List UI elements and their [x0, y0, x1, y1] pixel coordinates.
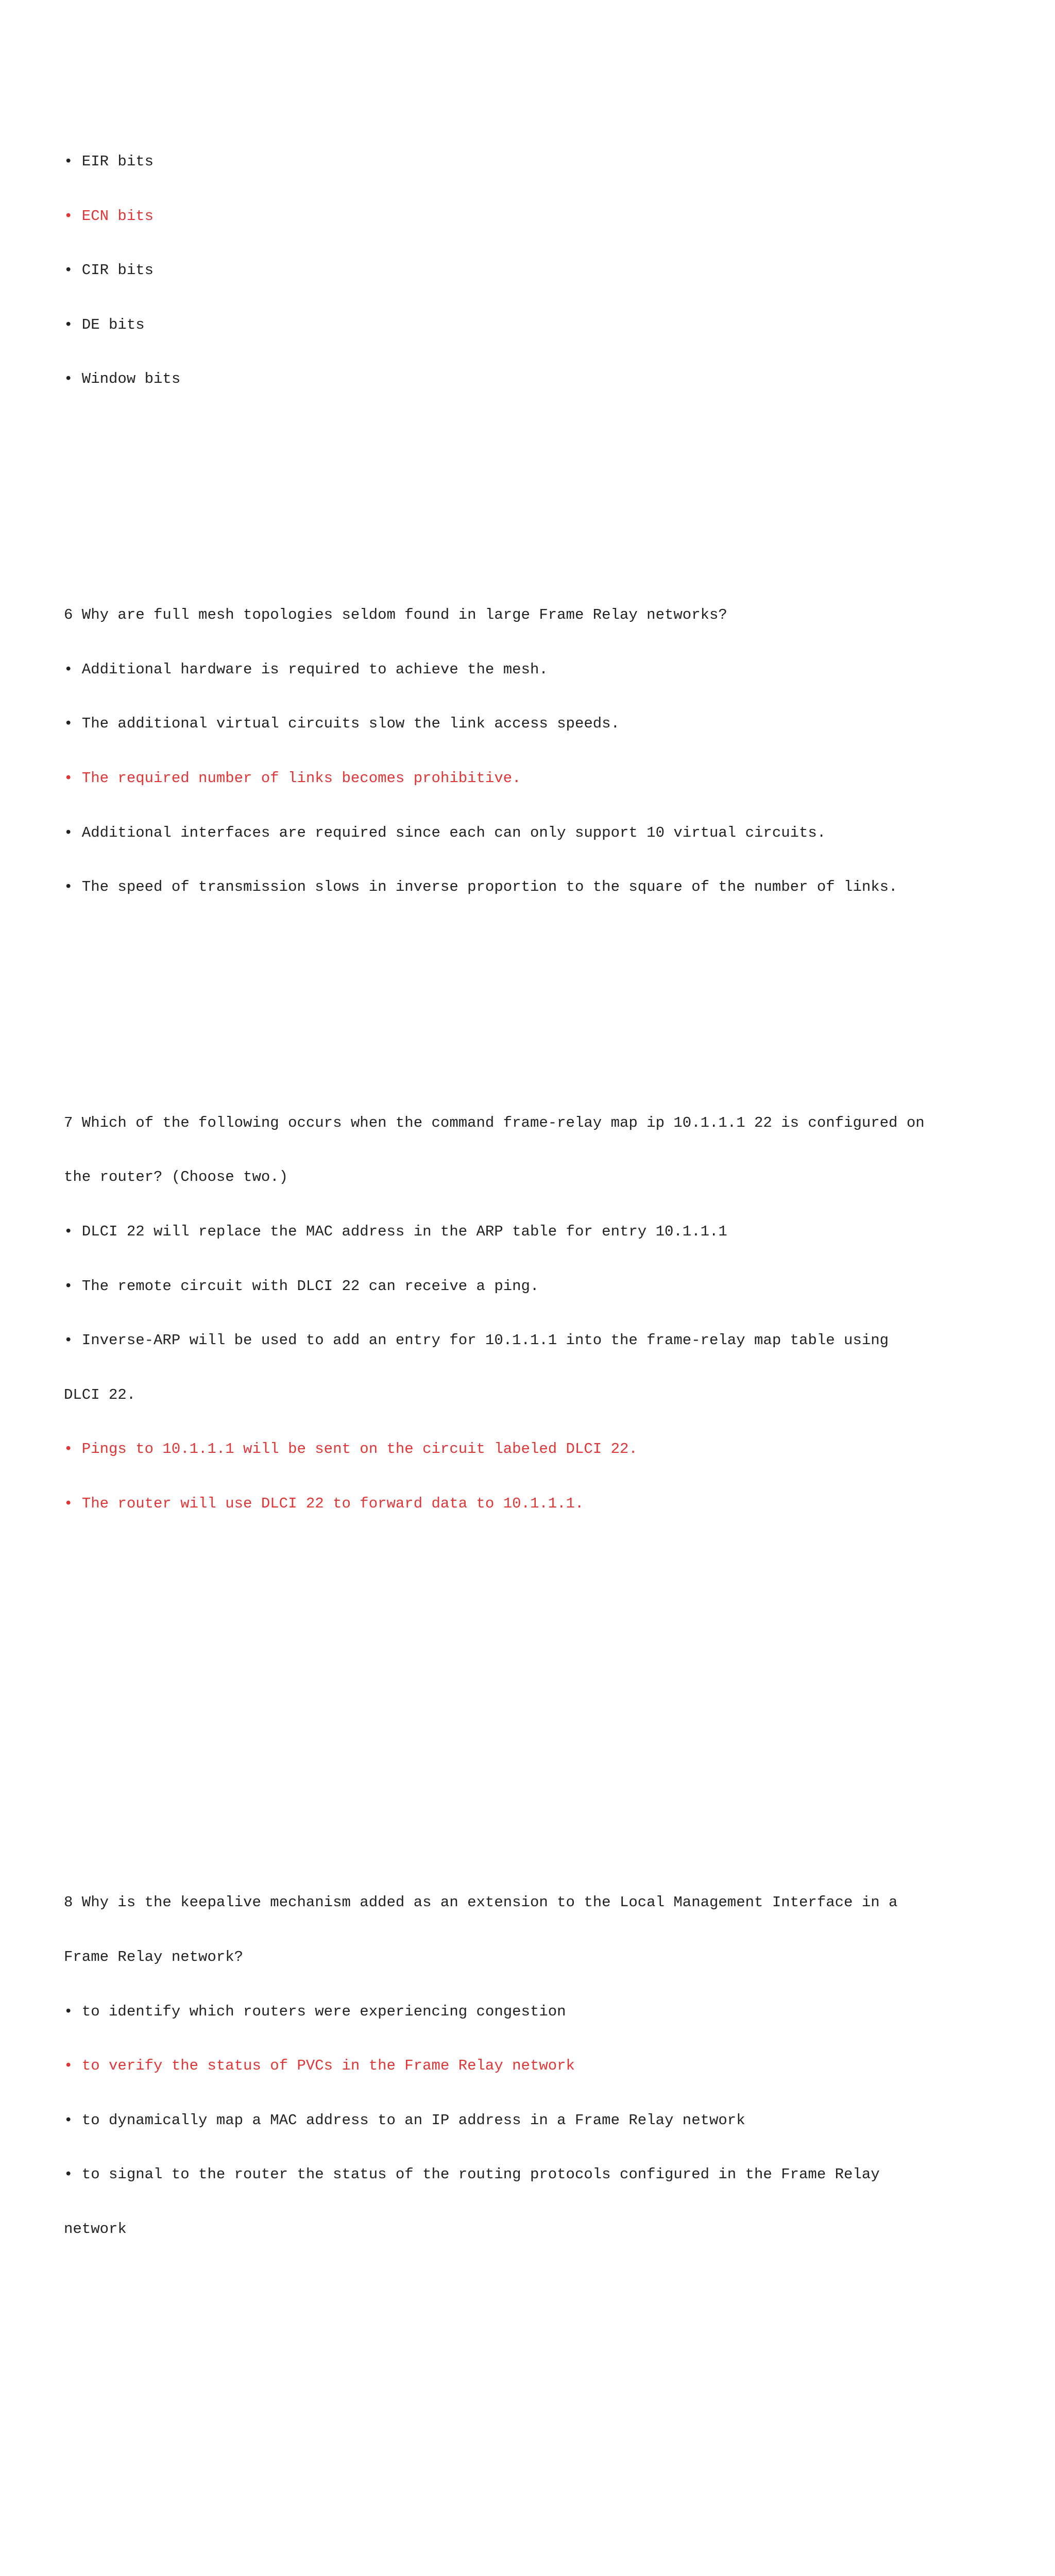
option-line: • DLCI 22 will replace the MAC address in the ARP table for entry 10.1.1.1 [64, 1223, 727, 1240]
option-line: network [64, 2221, 127, 2238]
blank-line [64, 2329, 991, 2347]
question-prompt: Frame Relay network? [64, 1948, 244, 1966]
option-line: • Inverse-ARP will be used to add an entry for 10.1.1.1 into the frame-relay map table using [64, 1332, 889, 1349]
question-prompt: 6 Why are full mesh topologies seldom found in large Frame Relay networks? [64, 606, 727, 624]
blank-line [64, 2383, 991, 2401]
blank-line [64, 987, 991, 1005]
blank-line [64, 1658, 991, 1676]
option-line: • CIR bits [64, 262, 154, 279]
question-8-block [64, 1857, 991, 2275]
document-page [64, 62, 991, 2576]
question-6-block [64, 570, 991, 933]
blank-line [64, 2437, 991, 2455]
correct-option-line: • The required number of links becomes prohibitive. [64, 769, 521, 787]
option-line: DLCI 22. [64, 1386, 136, 1403]
correct-option-line: • to verify the status of PVCs in the Frame Relay network [64, 2057, 575, 2075]
option-line: • Additional interfaces are required since each can only support 10 virtual circuits. [64, 824, 826, 841]
option-line: • The remote circuit with DLCI 22 can receive a ping. [64, 1277, 539, 1295]
blank-line [64, 2492, 991, 2510]
option-line: • to identify which routers were experiencing congestion [64, 2003, 566, 2020]
question-5-block [64, 116, 991, 425]
question-prompt: 8 Why is the keepalive mechanism added as an extension to the Local Management Interface in a [64, 1894, 898, 1911]
blank-line [64, 1712, 991, 1730]
blank-line [64, 479, 991, 497]
option-line: • DE bits [64, 316, 145, 333]
option-line: • EIR bits [64, 153, 154, 171]
blank-line [64, 1767, 991, 1785]
correct-option-line: • The router will use DLCI 22 to forward data to 10.1.1.1. [64, 1495, 584, 1513]
option-line: • Window bits [64, 370, 181, 388]
question-prompt: 7 Which of the following occurs when the command frame-relay map ip 10.1.1.1 22 is configured on [64, 1114, 925, 1131]
question-7-block [64, 1077, 991, 1549]
option-line: • to dynamically map a MAC address to an IP address in a Frame Relay network [64, 2111, 745, 2129]
option-line: • The speed of transmission slows in inverse proportion to the square of the number of links. [64, 878, 898, 896]
question-prompt: the router? (Choose two.) [64, 1168, 288, 1186]
blank-line [64, 1603, 991, 1621]
option-line: • to signal to the router the status of the routing protocols configured in the Frame Relay [64, 2166, 880, 2183]
correct-option-line: • ECN bits [64, 207, 154, 225]
correct-option-line: • Pings to 10.1.1.1 will be sent on the circuit labeled DLCI 22. [64, 1440, 638, 1458]
option-line: • The additional virtual circuits slow the link access speeds. [64, 715, 620, 733]
option-line: • Additional hardware is required to achieve the mesh. [64, 660, 548, 678]
